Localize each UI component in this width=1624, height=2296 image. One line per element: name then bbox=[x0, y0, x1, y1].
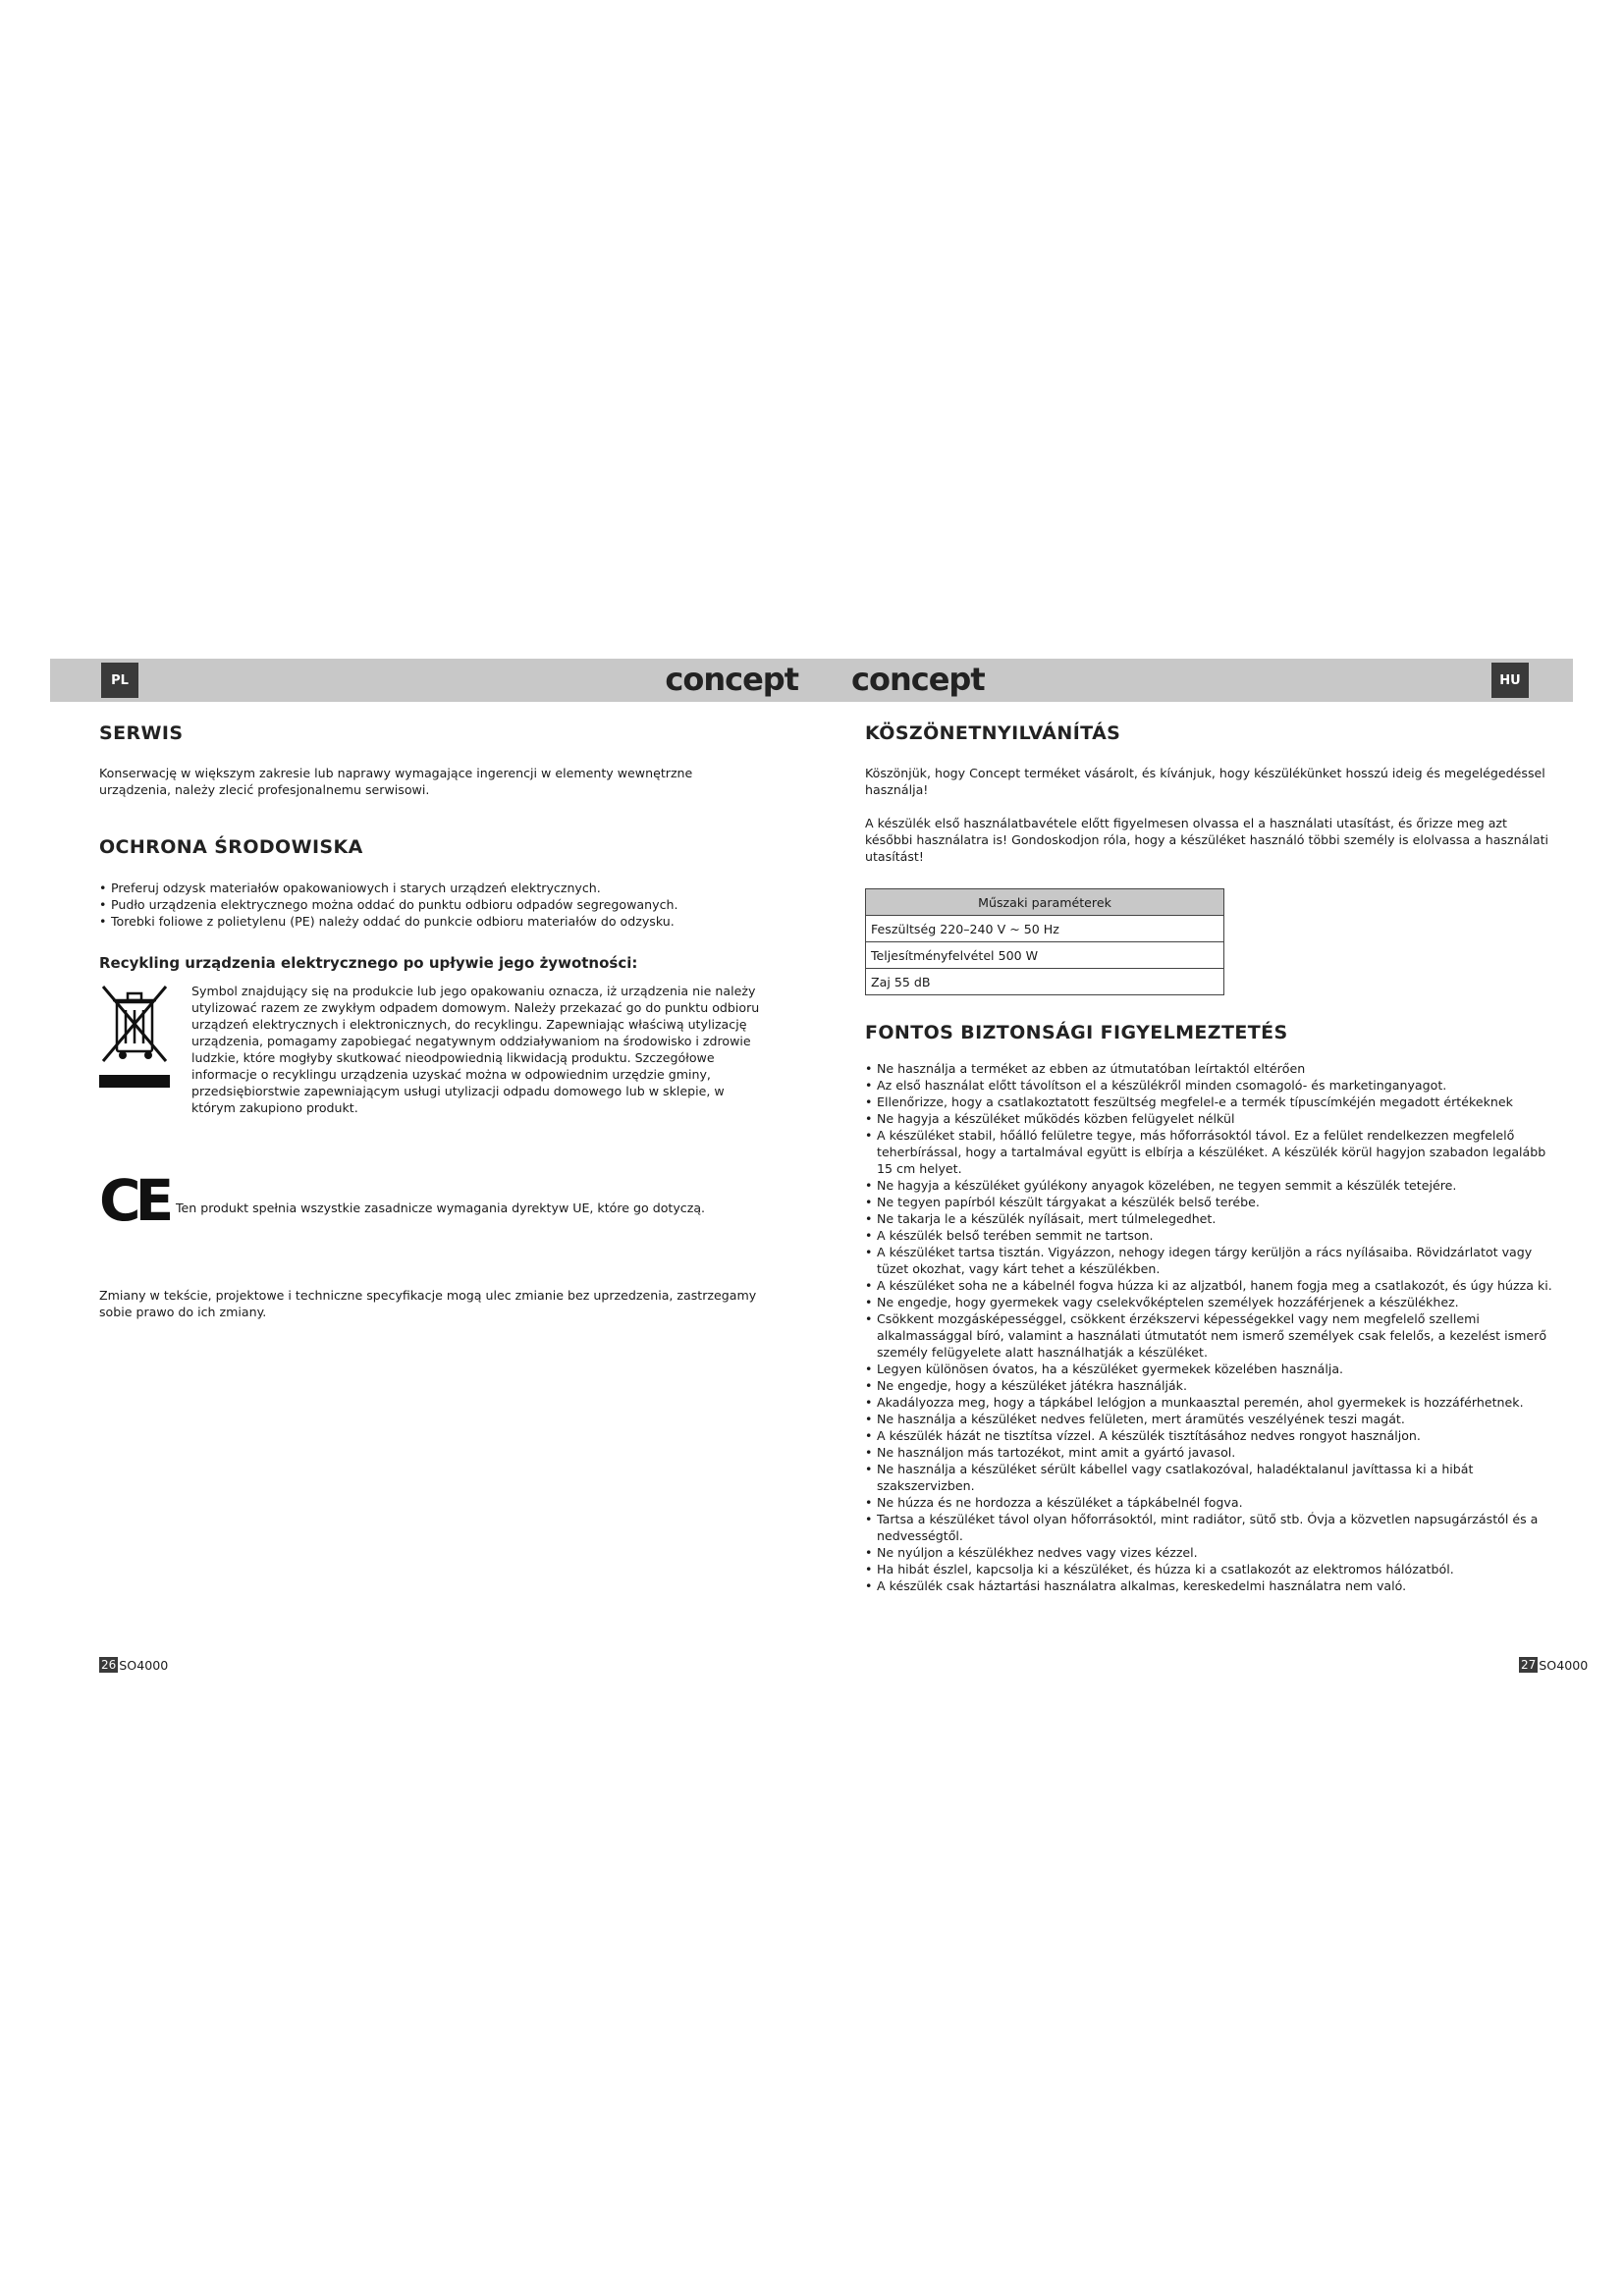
table-cell: Teljesítményfelvétel 500 W bbox=[866, 942, 1224, 969]
language-badge: HU bbox=[1491, 663, 1529, 698]
list-item: • Csökkent mozgásképességgel, csökkent érzékszervi képességekkel vagy nem megfelelő szellemi alkalmassággal bíró, valamint a használati útmutatót nem ismerő személyek csak felelős, a kezelést ismerő személy felügyelete alatt használhatják a készüléket. bbox=[865, 1310, 1552, 1361]
list-item: • Ne használja a terméket az ebben az útmutatóban leírtaktól eltérően bbox=[865, 1060, 1552, 1077]
instructions-text: A készülék első használatbavétele előtt figyelmesen olvassa el a használati utasítást, és őrizze meg azt későbbi használatra is! Gondoskodjon róla, hogy a készüléket használó többi személy is elolvassa a használati utasítást! bbox=[865, 816, 1549, 864]
page-number: 27 bbox=[1521, 1658, 1537, 1672]
list-item: • Akadályozza meg, hogy a tápkábel lelógjon a munkaasztal peremén, ahol gyermekek is hozzáférhetnek. bbox=[865, 1394, 1552, 1411]
table-cell: Feszültség 220–240 V ~ 50 Hz bbox=[866, 916, 1224, 942]
thanks-text: Köszönjük, hogy Concept terméket vásárolt, és kívánjuk, hogy készülékünket hosszú ideig és megelégedéssel használja! bbox=[865, 766, 1545, 797]
list-item: • Ne tegyen papírból készült tárgyakat a készülék belső terébe. bbox=[865, 1194, 1552, 1210]
list-item: • Ne nyúljon a készülékhez nedves vagy vizes kézzel. bbox=[865, 1544, 1552, 1561]
list-item: • Ne használja a készüléket nedves felületen, mert áramütés veszélyének teszi magát. bbox=[865, 1411, 1552, 1427]
list-item: • Ne használjon más tartozékot, mint amit a gyártó javasol. bbox=[865, 1444, 1552, 1461]
list-item: • Ne húzza és ne hordozza a készüléket a tápkábelnél fogva. bbox=[865, 1494, 1552, 1511]
zmiany-text: Zmiany w tekście, projektowe i techniczne specyfikacje mogą ulec zmianie bez uprzedzenia, zastrzegamy sobie prawo do ich zmiany. bbox=[99, 1288, 757, 1319]
safety-heading: FONTOS BIZTONSÁGI FIGYELMEZTETÉS bbox=[865, 1022, 1288, 1043]
serwis-heading: SERWIS bbox=[99, 722, 184, 744]
page-number: 26 bbox=[101, 1658, 117, 1672]
model-name: SO4000 bbox=[1539, 1657, 1589, 1673]
ochrona-heading: OCHRONA ŚRODOWISKA bbox=[99, 836, 363, 858]
ochrona-list bbox=[99, 880, 763, 930]
list-item: • Ellenőrizze, hogy a csatlakoztatott feszültség megfelel-e a termék típuscímkéjén megadott értékeknek bbox=[865, 1094, 1552, 1110]
recykling-heading: Recykling urządzenia elektrycznego po upływie jego żywotności: bbox=[99, 954, 638, 972]
recykling-block bbox=[99, 983, 763, 1116]
left-content bbox=[99, 721, 763, 1320]
header-bar bbox=[50, 659, 812, 702]
list-item: • Ne takarja le a készülék nyílásait, mert túlmelegedhet. bbox=[865, 1210, 1552, 1227]
list-item: • Legyen különösen óvatos, ha a készüléket gyermekek közelében használja. bbox=[865, 1361, 1552, 1377]
model-name: SO4000 bbox=[119, 1657, 169, 1673]
table-row bbox=[866, 942, 1224, 969]
list-item: • Ne használja a készüléket sérült kábellel vagy csatlakozóval, haladéktalanul javíttassa ki a hibát szakszervizben. bbox=[865, 1461, 1552, 1494]
page-footer bbox=[99, 1657, 168, 1673]
list-item: • Preferuj odzysk materiałów opakowaniowych i starych urządzeń elektrycznych. bbox=[99, 880, 763, 896]
list-item: • Torebki foliowe z polietylenu (PE) należy oddać do punkcie odbioru materiałów do odzysku. bbox=[99, 913, 763, 930]
table-header: Műszaki paraméterek bbox=[866, 889, 1224, 916]
list-item: • A készülék csak háztartási használatra alkalmas, kereskedelmi használatra nem való. bbox=[865, 1577, 1552, 1594]
list-item: • Tartsa a készüléket távol olyan hőforrásoktól, mint radiátor, sütő stb. Óvja a közvetlen napsugárzástól és a nedvességtől. bbox=[865, 1511, 1552, 1544]
list-item: • A készülék házát ne tisztítsa vízzel. A készülék tisztításához nedves rongyot használjon. bbox=[865, 1427, 1552, 1444]
right-page bbox=[812, 0, 1624, 2296]
list-item: • Ne engedje, hogy gyermekek vagy cselekvőképtelen személyek hozzáférjenek a készülékhez. bbox=[865, 1294, 1552, 1310]
table-cell: Zaj 55 dB bbox=[866, 969, 1224, 995]
crossed-bin-icon bbox=[99, 983, 170, 1065]
list-item: • Az első használat előtt távolítson el a készülékről minden csomagoló- és marketinganyagot. bbox=[865, 1077, 1552, 1094]
list-item: • Ne hagyja a készüléket működés közben felügyelet nélkül bbox=[865, 1110, 1552, 1127]
brand-logo: concept bbox=[851, 661, 985, 698]
ce-section bbox=[99, 1167, 763, 1234]
page-footer bbox=[1519, 1657, 1588, 1673]
brand-logo: concept bbox=[665, 661, 798, 698]
weee-symbol bbox=[99, 983, 178, 1116]
list-item: • Ne hagyja a készüléket gyúlékony anyagok közelében, ne tegyen semmit a készülék tetejére. bbox=[865, 1177, 1552, 1194]
safety-list bbox=[865, 1060, 1552, 1594]
serwis-text: Konserwację w większym zakresie lub naprawy wymagające ingerencji w elementy wewnętrzne urządzenia, należy zlecić profesjonalnemu serwisowi. bbox=[99, 766, 693, 797]
right-content bbox=[865, 721, 1552, 1594]
language-badge: PL bbox=[101, 663, 138, 698]
list-item: • A készülék belső terében semmit ne tartson. bbox=[865, 1227, 1552, 1244]
header-bar bbox=[812, 659, 1573, 702]
recykling-text: Symbol znajdujący się na produkcie lub jego opakowaniu oznacza, iż urządzenia nie należy utylizować razem ze zwykłym odpadem domowym. Należy przekazać go do punktu odbioru urządzeń elektrycznych i elektronicznych, do recyklingu. Zapewniając właściwą utylizację urządzenia, pomagamy zapobiegać negatywnym oddziaływaniom na środowisko i zdrowie ludzkie, które mogłyby skutkować nieodpowiednią likwidacją produktu. Szczegółowe informacje o recyklingu urządzenia uzyskać można w odpowiednim urzędzie gminy, przedsiębiorstwie zapewniającym usługi utylizacji odpadu domowego lub w sklepie, w którym zakupiono produkt. bbox=[191, 984, 760, 1115]
technical-parameters-table bbox=[865, 888, 1224, 995]
ce-text: Ten produkt spełnia wszystkie zasadnicze wymagania dyrektyw UE, które go dotyczą. bbox=[176, 1200, 706, 1215]
ce-mark-icon: CE bbox=[99, 1167, 169, 1234]
list-item: • Ne engedje, hogy a készüléket játékra használják. bbox=[865, 1377, 1552, 1394]
list-item: • Pudło urządzenia elektrycznego można oddać do punktu odbioru odpadów segregowanych. bbox=[99, 896, 763, 913]
list-item: • A készüléket tartsa tisztán. Vigyázzon, nehogy idegen tárgy kerüljön a rács nyílásaiba. Rövidzárlatot vagy tüzet okozhat, vagy kárt tehet a készülékben. bbox=[865, 1244, 1552, 1277]
weee-bar bbox=[99, 1075, 170, 1088]
list-item: • A készüléket stabil, hőálló felületre tegye, más hőforrásoktól távol. Ez a felület rendelkezzen megfelelő teherbírással, hogy a tartalmával együtt is elbírja a készüléket. A készülék körül hagyjon szabadon legalább 15 cm helyet. bbox=[865, 1127, 1552, 1177]
table-row bbox=[866, 916, 1224, 942]
table-row bbox=[866, 969, 1224, 995]
list-item: • A készüléket soha ne a kábelnél fogva húzza ki az aljzatból, hanem fogja meg a csatlakozót, és úgy húzza ki. bbox=[865, 1277, 1552, 1294]
thanks-heading: KÖSZÖNETNYILVÁNÍTÁS bbox=[865, 722, 1121, 744]
list-item: • Ha hibát észlel, kapcsolja ki a készüléket, és húzza ki a csatlakozót az elektromos hálózatból. bbox=[865, 1561, 1552, 1577]
